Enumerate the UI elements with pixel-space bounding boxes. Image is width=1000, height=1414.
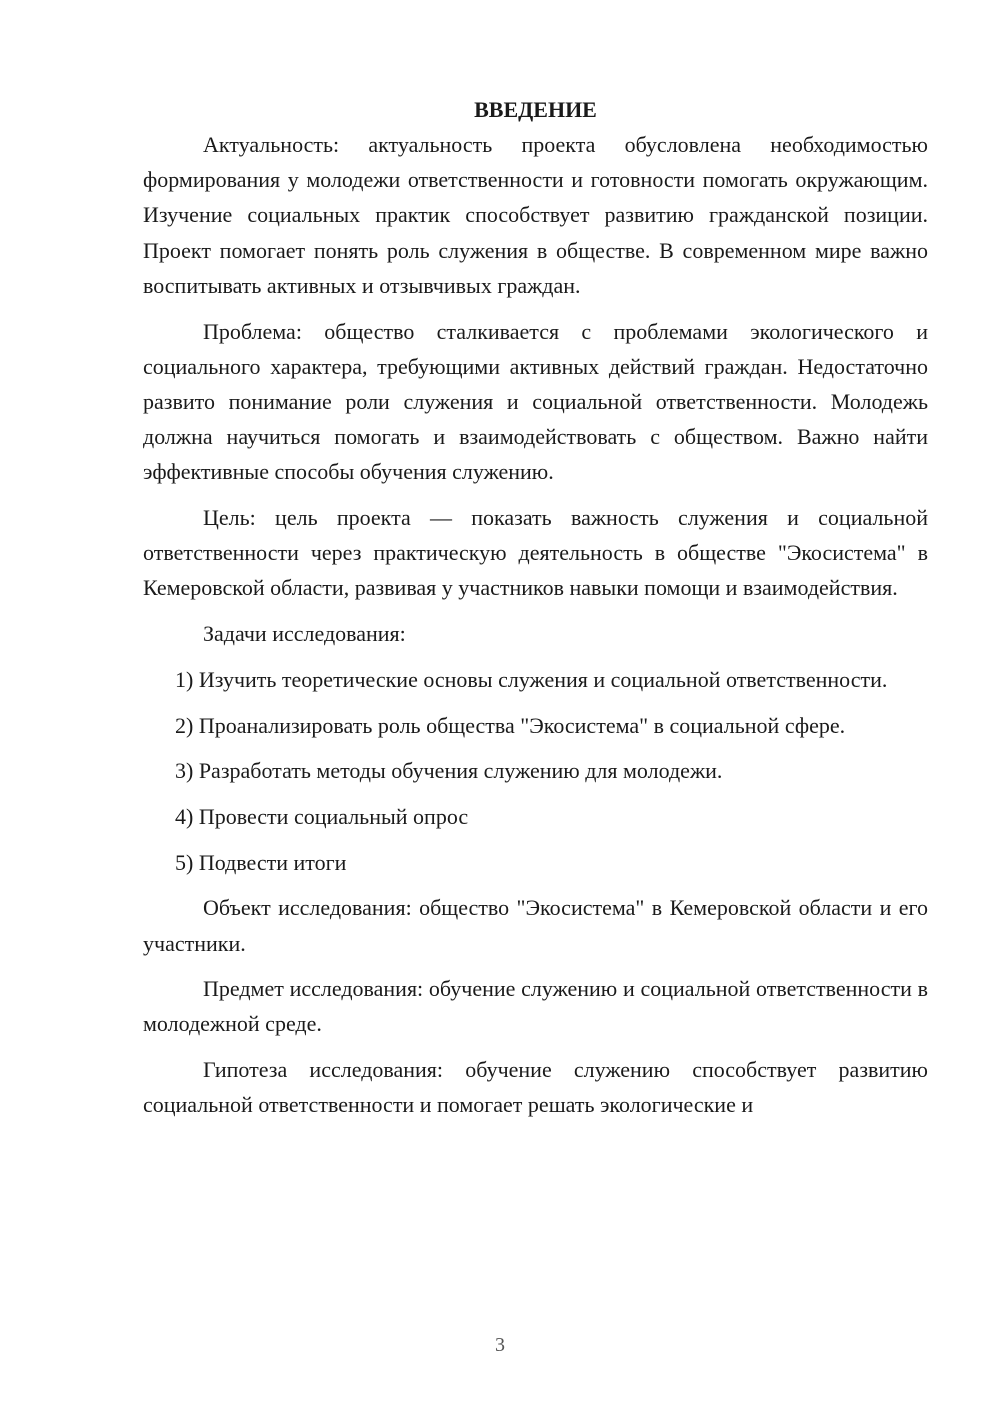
document-page <box>143 92 928 1133</box>
tasks-heading: Задачи исследования: <box>203 621 406 647</box>
paragraph-problem: Проблема: общество сталкивается с проблемами экологического и социального характера, требующими активных действий граждан. Недостаточно развито понимание роли служения и социальной ответственности. Молодежь должна научиться помогать и взаимодействовать с обществом. Важно найти эффективные способы обучения служению. <box>143 318 928 485</box>
task-item-3: 3) Разработать методы обучения служению для молодежи. <box>175 758 723 784</box>
task-item-4: 4) Провести социальный опрос <box>175 803 469 829</box>
task-item-5: 5) Подвести итоги <box>175 849 347 875</box>
paragraph-relevance: Актуальность: актуальность проекта обусловлена необходимостью формирования у молодежи ответственности и готовности помогать окружающим. Изучение социальных практик способствует развитию гражданской позиции. Проект помогает понять роль служения в обществе. В современном мире важно воспитывать активных и отзывчивых граждан. <box>143 132 928 298</box>
section-title: ВВЕДЕНИЕ <box>474 97 597 122</box>
paragraph-subject: Предмет исследования: обучение служению и социальной ответственности в молодежной среде. <box>143 976 928 1037</box>
paragraph-goal: Цель: цель проекта — показать важность служения и социальной ответственности через практическую деятельность в обществе "Экосистема" в Кемеровской области, развивая у участников навыки помощи и взаимодействия. <box>143 505 928 601</box>
page-number: 3 <box>495 1334 505 1356</box>
paragraph-object: Объект исследования: общество "Экосистема" в Кемеровской области и его участники. <box>143 895 928 956</box>
paragraph-hypothesis: Гипотеза исследования: обучение служению способствует развитию социальной ответственности и помогает решать экологические и <box>143 1057 928 1118</box>
task-item-2: 2) Проанализировать роль общества "Экосистема" в социальной сфере. <box>175 712 846 738</box>
task-item-1: 1) Изучить теоретические основы служения и социальной ответственности. <box>175 666 888 692</box>
